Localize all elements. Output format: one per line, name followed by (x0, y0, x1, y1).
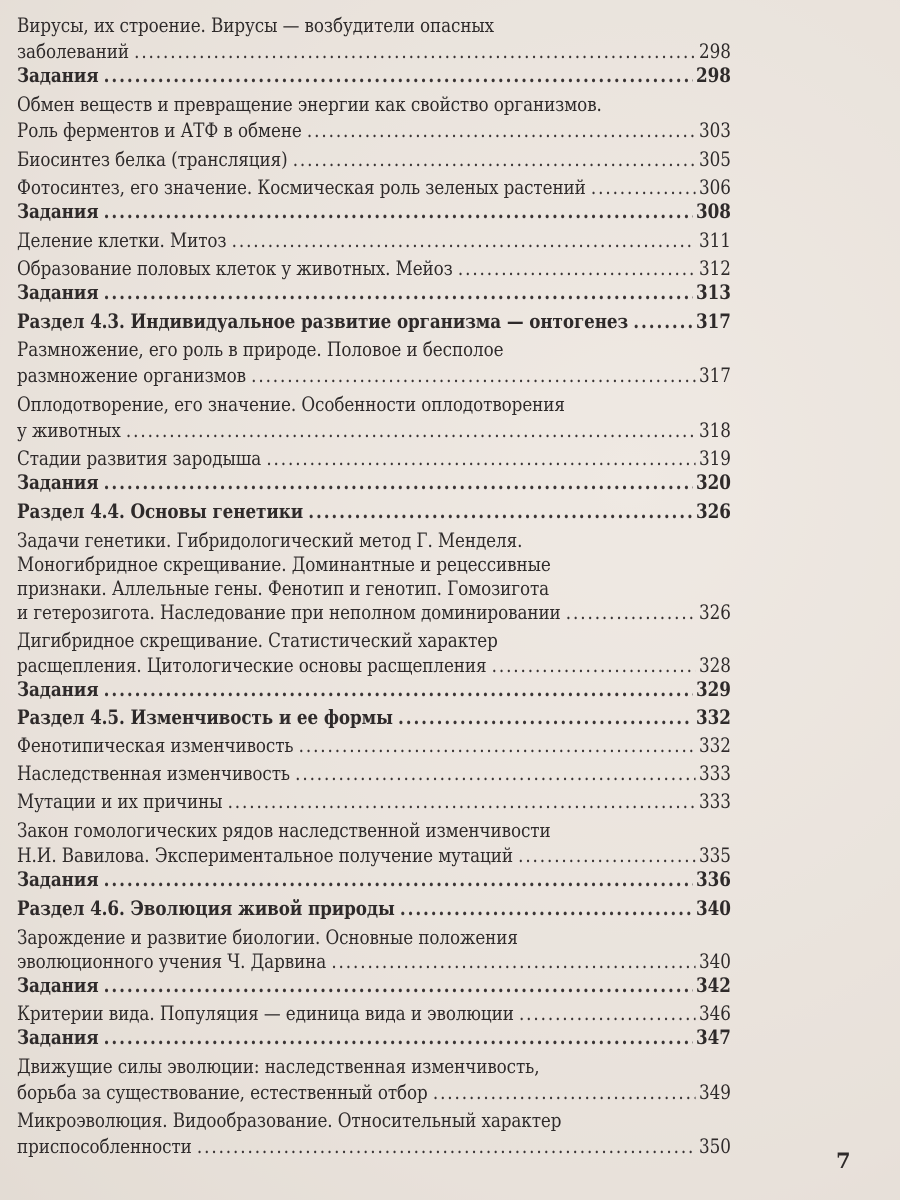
toc-page-ref: 346 (699, 1002, 731, 1025)
toc-entry-tasks[interactable] (17, 280, 731, 306)
leader-dots (308, 499, 692, 525)
toc-entry-title: Критерии вида. Популяция — единица вида и эволюции (17, 1002, 514, 1025)
leader-dots (299, 733, 696, 759)
leader-dots (433, 1080, 696, 1106)
toc-entry[interactable] (17, 1080, 731, 1106)
toc-page-ref: 313 (696, 281, 731, 304)
toc-entry-title: Наследственная изменчивость (17, 762, 290, 785)
toc-entry-title: Задания (17, 974, 99, 997)
leader-dots (134, 39, 695, 65)
toc-entry-title: Биосинтез белка (трансляция) (17, 148, 288, 171)
toc-page-ref: 350 (699, 1135, 731, 1158)
toc-entry[interactable] (17, 363, 731, 389)
leader-dots (251, 363, 695, 389)
toc-entry-title: Фенотипическая изменчивость (17, 734, 294, 757)
toc-entry-title: Образование половых клеток у животных. Мейоз (17, 257, 453, 280)
toc-page-ref: 317 (699, 364, 731, 387)
toc-entry-line: Моногибридное скрещивание. Доминантные и рецессивные (17, 553, 551, 576)
toc-page-ref: 318 (699, 419, 731, 442)
toc-page-ref: 335 (699, 844, 731, 867)
leader-dots (104, 63, 693, 89)
leader-dots (232, 228, 696, 254)
toc-entry[interactable] (17, 446, 731, 472)
toc-entry-tasks[interactable] (17, 677, 731, 703)
toc-page-ref: 340 (699, 950, 731, 973)
toc-page-ref: 326 (699, 601, 731, 624)
toc-entry-line: Закон гомологических рядов наследственной изменчивости (17, 819, 551, 842)
toc-section-heading[interactable] (17, 896, 731, 922)
toc-section-heading[interactable] (17, 705, 731, 731)
toc-page-ref: 317 (696, 310, 731, 333)
toc-entry[interactable] (17, 418, 731, 444)
toc-page-ref: 332 (696, 706, 731, 729)
toc-page-ref: 347 (696, 1026, 731, 1049)
toc-entry-title: эволюционного учения Ч. Дарвина (17, 950, 327, 973)
toc-page-ref: 326 (696, 500, 731, 523)
toc-entry-title: Роль ферментов и АТФ в обмене (17, 119, 302, 142)
toc-entry-title: Задания (17, 281, 99, 304)
leader-dots (197, 1134, 696, 1160)
toc-entry[interactable] (17, 789, 731, 815)
toc-entry-title: Деление клетки. Митоз (17, 229, 227, 252)
toc-entry[interactable] (17, 39, 731, 65)
toc-entry-line: Зарождение и развитие биологии. Основные положения (17, 926, 518, 949)
toc-page-ref: 311 (699, 229, 731, 252)
toc-entry-title: Раздел 4.4. Основы генетики (17, 500, 304, 523)
leader-dots (104, 867, 693, 893)
toc-entry-title: Раздел 4.3. Индивидуальное развитие организма — онтогенез (17, 310, 629, 333)
toc-entry[interactable] (17, 949, 731, 975)
toc-entry-line: Движущие силы эволюции: наследственная изменчивость, (17, 1055, 540, 1078)
page-number: 7 (836, 1148, 851, 1173)
toc-entry[interactable] (17, 1001, 731, 1027)
leader-dots (104, 677, 693, 703)
toc-entry-line: признаки. Аллельные гены. Фенотип и генотип. Гомозигота (17, 577, 550, 600)
toc-page-ref: 298 (696, 64, 731, 87)
toc-entry[interactable] (17, 1134, 731, 1160)
toc-entry-tasks[interactable] (17, 1025, 731, 1051)
toc-entry-tasks[interactable] (17, 470, 731, 496)
leader-dots (591, 175, 696, 201)
toc-entry-tasks[interactable] (17, 867, 731, 893)
toc-entry-title: Задания (17, 678, 99, 701)
leader-dots (293, 147, 696, 173)
toc-entry-tasks[interactable] (17, 63, 731, 89)
toc-entry-title: Задания (17, 868, 99, 891)
toc-entry-tasks[interactable] (17, 973, 731, 999)
toc-section-heading[interactable] (17, 309, 731, 335)
leader-dots (126, 418, 696, 444)
leader-dots (307, 118, 696, 144)
toc-entry-title: Стадии развития зародыша (17, 447, 262, 470)
toc-page-ref: 306 (699, 176, 731, 199)
toc-entry[interactable] (17, 228, 731, 254)
toc-page-ref: 329 (696, 678, 731, 701)
leader-dots (566, 600, 696, 626)
toc-page-ref: 349 (699, 1081, 731, 1104)
toc-entry-title: Раздел 4.5. Изменчивость и ее формы (17, 706, 393, 729)
toc-page-ref: 332 (699, 734, 731, 757)
toc-page-ref: 328 (699, 654, 731, 677)
toc-page-ref: 308 (696, 200, 731, 223)
toc-entry[interactable] (17, 256, 731, 282)
toc-entry-title: Задания (17, 64, 99, 87)
toc-page-ref: 303 (699, 119, 731, 142)
leader-dots (331, 949, 695, 975)
leader-dots (519, 1001, 696, 1027)
toc-entry-title: Задания (17, 200, 99, 223)
toc-entry-line: Вирусы, их строение. Вирусы — возбудители опасных (17, 14, 495, 37)
toc-entry[interactable] (17, 600, 731, 626)
toc-page-ref: 319 (699, 447, 731, 470)
toc-entry[interactable] (17, 147, 731, 173)
toc-entry-title: Н.И. Вавилова. Экспериментальное получение мутаций (17, 844, 513, 867)
toc-page-ref: 342 (696, 974, 731, 997)
toc-entry-tasks[interactable] (17, 199, 731, 225)
leader-dots (104, 1025, 693, 1051)
leader-dots (104, 470, 693, 496)
toc-entry[interactable] (17, 118, 731, 144)
leader-dots (518, 843, 696, 869)
toc-entry-title: Задания (17, 1026, 99, 1049)
toc-entry[interactable] (17, 733, 731, 759)
toc-entry-title: и гетерозигота. Наследование при неполном доминировании (17, 601, 561, 624)
toc-entry[interactable] (17, 843, 731, 869)
toc-entry-line: Оплодотворение, его значение. Особенности оплодотворения (17, 393, 565, 416)
leader-dots (295, 761, 695, 787)
toc-entry[interactable] (17, 175, 731, 201)
toc-entry-title: борьба за существование, естественный отбор (17, 1081, 428, 1104)
toc-entry-line: Обмен веществ и превращение энергии как свойство организмов. (17, 93, 602, 116)
leader-dots (104, 973, 693, 999)
leader-dots (104, 199, 693, 225)
toc-entry-title: Задания (17, 471, 99, 494)
toc-entry-line: Размножение, его роль в природе. Половое и бесполое (17, 338, 504, 361)
toc-entry-title: у животных (17, 419, 121, 442)
leader-dots (492, 653, 696, 679)
toc-entry[interactable] (17, 761, 731, 787)
toc-section-heading[interactable] (17, 499, 731, 525)
leader-dots (400, 896, 693, 922)
toc-page-ref: 305 (699, 148, 731, 171)
toc-entry-title: приспособленности (17, 1135, 192, 1158)
toc-page-ref: 340 (696, 897, 731, 920)
leader-dots (104, 280, 693, 306)
toc-page-ref: 336 (696, 868, 731, 891)
leader-dots (633, 309, 692, 335)
toc-page-ref: 312 (699, 257, 731, 280)
toc-entry-line: Микроэволюция. Видообразование. Относительный характер (17, 1109, 562, 1132)
toc-entry-title: Мутации и их причины (17, 790, 223, 813)
toc-entry-line: Задачи генетики. Гибридологический метод Г. Менделя. (17, 529, 523, 552)
toc-entry-title: Фотосинтез, его значение. Космическая роль зеленых растений (17, 176, 586, 199)
toc-page-ref: 333 (699, 762, 731, 785)
toc-entry-title: заболеваний (17, 40, 129, 63)
toc-page-ref: 333 (699, 790, 731, 813)
leader-dots (228, 789, 696, 815)
leader-dots (398, 705, 693, 731)
toc-entry-line: Дигибридное скрещивание. Статистический характер (17, 629, 498, 652)
leader-dots (266, 446, 695, 472)
toc-page-ref: 320 (696, 471, 731, 494)
toc-entry[interactable] (17, 653, 731, 679)
toc-page-ref: 298 (699, 40, 731, 63)
toc-entry-title: Раздел 4.6. Эволюция живой природы (17, 897, 395, 920)
leader-dots (458, 256, 696, 282)
toc-entry-title: расщепления. Цитологические основы расщепления (17, 654, 487, 677)
toc-entry-title: размножение организмов (17, 364, 246, 387)
